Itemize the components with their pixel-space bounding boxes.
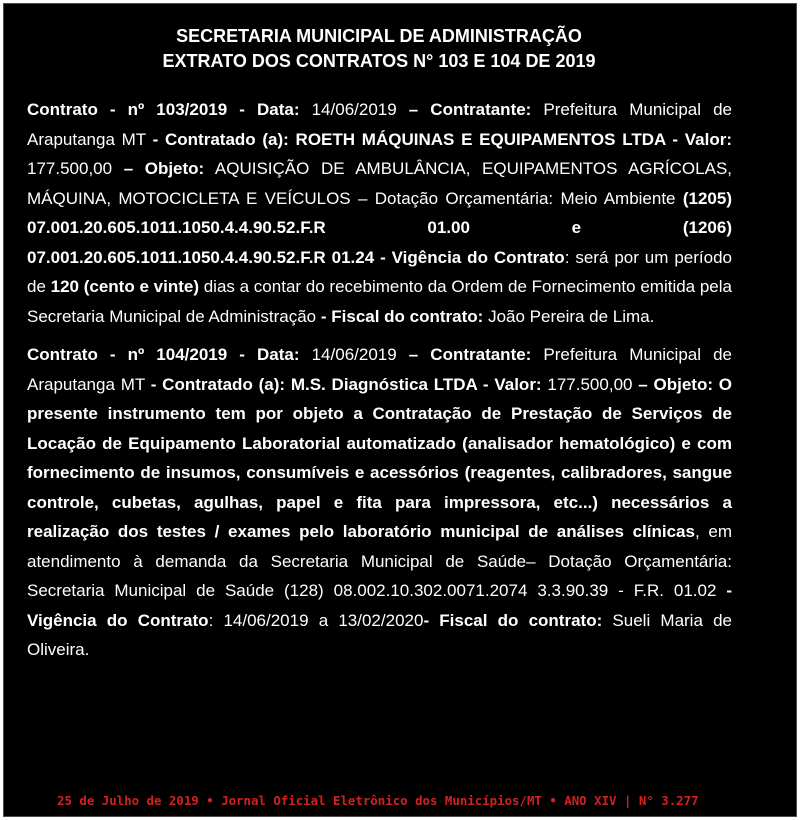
contract-segment: 177.500,00	[27, 159, 124, 178]
contract-segment: 120 (cento e vinte)	[50, 277, 199, 296]
contract-segment: 177.500,00	[541, 374, 639, 394]
contract-segment: – Objeto:	[123, 159, 205, 178]
contract-segment: - Contratado (a): M.S. Diagnóstica LTDA - Valor:	[150, 374, 542, 394]
document-frame	[3, 3, 797, 817]
contract-segment: 14/06/2019	[299, 100, 409, 119]
contract-segment: Contrato - nº 104/2019 - Data:	[27, 345, 300, 364]
contract-segment: 14/06/2019	[299, 345, 409, 364]
contract-segment: - Fiscal do contrato:	[320, 306, 484, 326]
contract-segment: - Vigência do Contrato	[27, 581, 732, 630]
title-line-1: SECRETARIA MUNICIPAL DE ADMINISTRAÇÃO	[176, 26, 582, 46]
contract-segment: Prefeitura Municipal de Araputanga MT	[27, 345, 733, 394]
contract-segment: – Contratante:	[408, 345, 532, 364]
contract-segment: : será por um período de	[27, 247, 732, 296]
contract-segment: (1205) 07.001.20.605.1011.1050.4.4.90.52.F.R 01.00 e (1206) 07.001.20.605.1011.1050.4.4.90.52.F.R 01.24 - Vigência do Contrato	[27, 188, 732, 267]
contract-segment: João Pereira de Lima.	[483, 306, 655, 326]
contract-segment: Contrato - nº 103/2019 - Data:	[27, 100, 300, 119]
contract-segment: AQUISIÇÃO DE AMBULÂNCIA, EQUIPAMENTOS AGRÍCOLAS, MÁQUINA, MOTOCICLETA E VEÍCULOS – Dotação Orçamentária: Meio Ambiente	[27, 159, 733, 208]
title-line-2: EXTRATO DOS CONTRATOS N° 103 E 104 DE 2019	[162, 51, 596, 71]
contract-segment: dias a contar do recebimento da Ordem de Fornecimento emitida pela Secretaria Municipal de Administração	[27, 277, 732, 326]
contract-segment: : 14/06/2019 a 13/02/2020	[208, 610, 424, 630]
contract-segment: Sueli Maria de Oliveira.	[27, 610, 732, 659]
contract-segment: Prefeitura Municipal de Araputanga MT	[27, 100, 733, 149]
contract-paragraph	[27, 340, 732, 665]
contract-segment: – Contratante:	[408, 100, 532, 119]
contract-segment: - Contratado (a): ROETH MÁQUINAS E EQUIPAMENTOS LTDA - Valor:	[152, 129, 732, 149]
contract-paragraph	[27, 95, 732, 331]
contract-segment: - Fiscal do contrato:	[423, 610, 603, 630]
document-title	[4, 24, 754, 74]
contract-segment: , em atendimento à demanda da Secretaria Municipal de Saúde– Dotação Orçamentária: Secretaria Municipal de Saúde (128) 08.002.10.302.0071.2074 3.3.90.39 - F.R. 01.02	[27, 522, 732, 600]
contract-segment: – Objeto: O presente instrumento tem por objeto a Contratação de Prestação de Serviços de Locação de Equipamento Laboratorial automatizado (analisador hematológico) e com fornecimento de insumos, consumíveis e acessórios (reagentes, calibradores, sangue controle, cubetas, agulhas, papel e fita para impressora, etc...) necessários a realização dos testes / exames pelo laboratório municipal de análises clínicas	[27, 374, 733, 541]
newspaper-footer: 25 de Julho de 2019 • Jornal Oficial Eletrônico dos Municípios/MT • ANO XIV | N° 3.277	[57, 793, 699, 808]
document-body	[27, 95, 732, 674]
